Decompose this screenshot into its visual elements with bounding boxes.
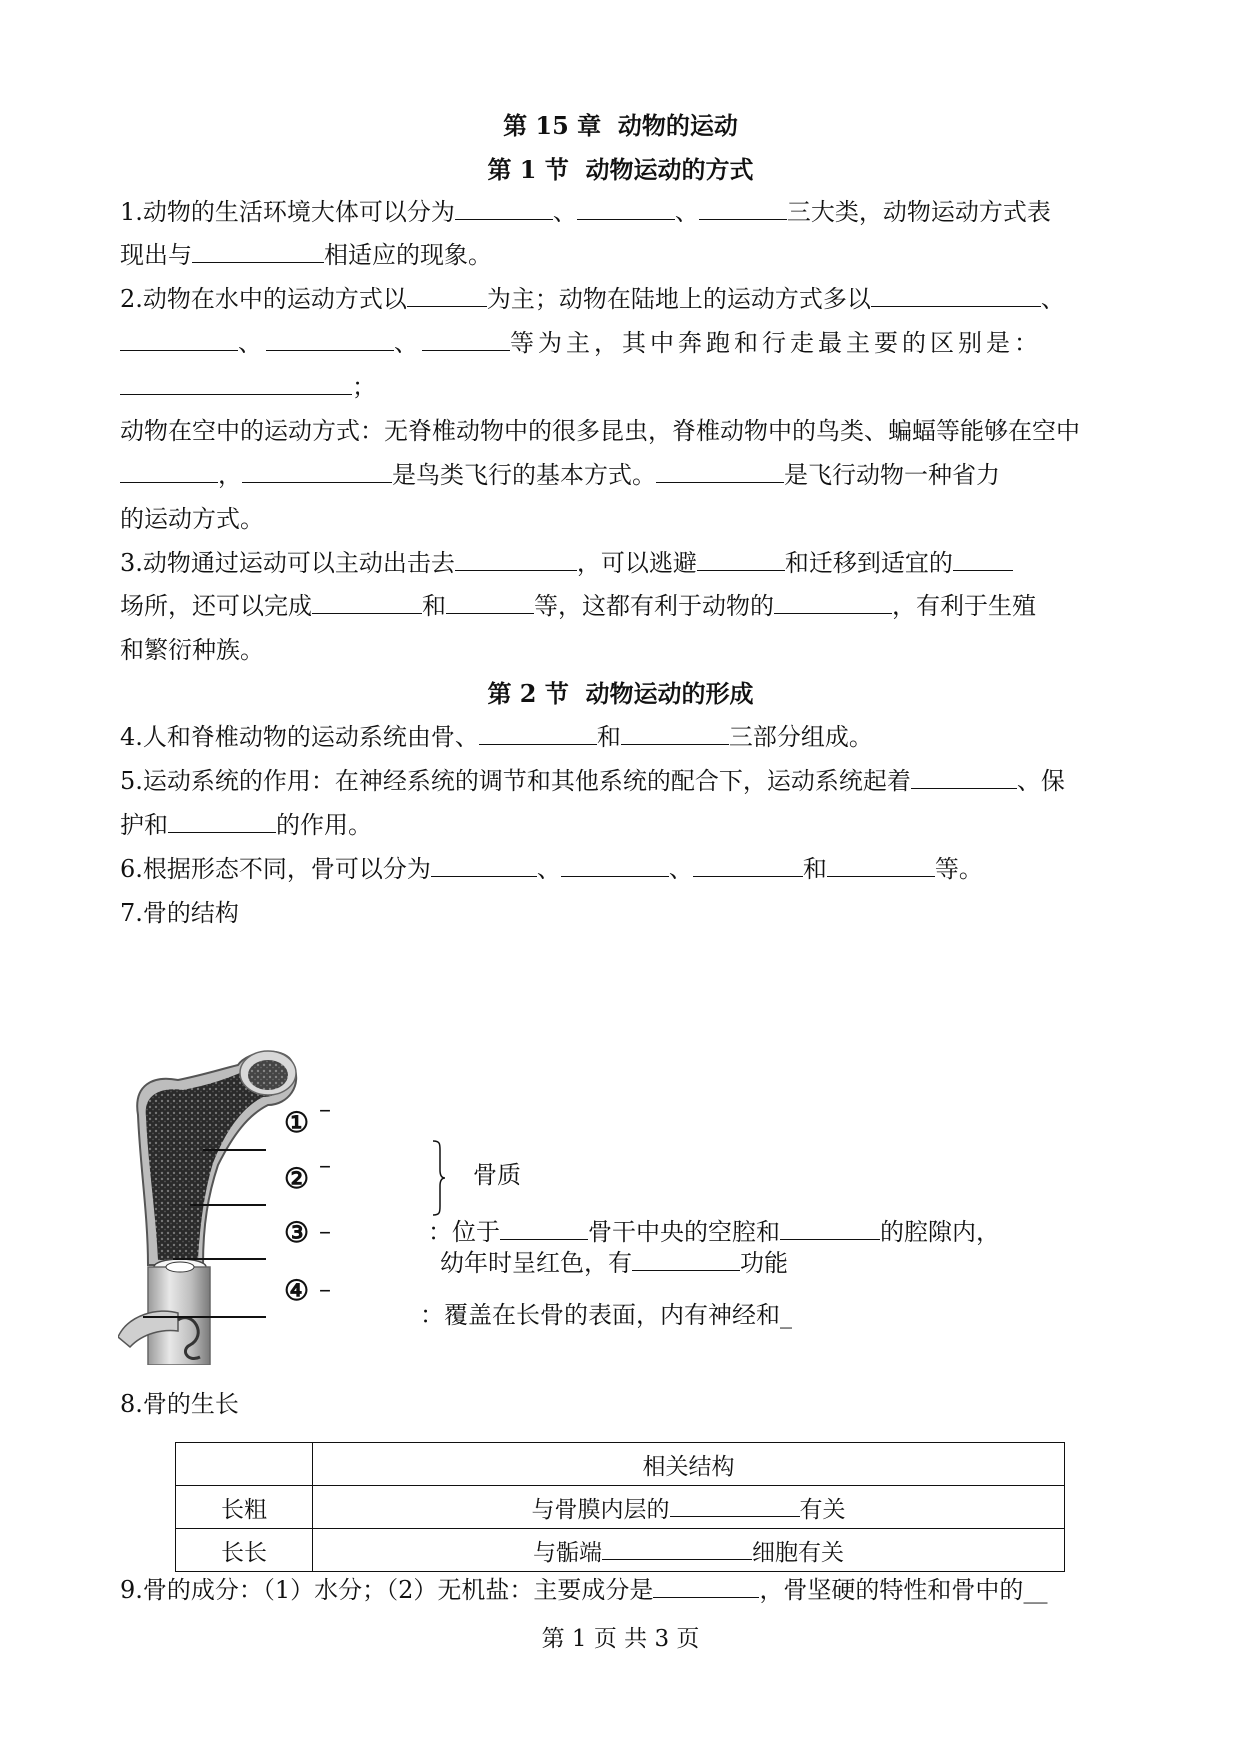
answer-blank[interactable] bbox=[168, 810, 276, 833]
section-title-2: 第 2 节 动物运动的形成 bbox=[487, 679, 754, 708]
marrow-text: 骨干中央的空腔和 bbox=[588, 1218, 780, 1246]
question-8-title: 8.骨的生长 bbox=[120, 1390, 239, 1418]
bone-growth-table bbox=[175, 1442, 1065, 1572]
label-2: ② bbox=[284, 1162, 310, 1195]
q2-text: 是飞行动物一种省力 bbox=[784, 461, 1000, 489]
table-row bbox=[176, 1486, 1065, 1529]
question-5-line-2 bbox=[120, 809, 1130, 841]
table-header-cell: 相关结构 bbox=[313, 1443, 1065, 1486]
question-3-line-3: 和繁衍种族。 bbox=[120, 636, 264, 664]
separator: ； bbox=[352, 373, 376, 401]
separator: 、 bbox=[238, 329, 266, 357]
question-9 bbox=[120, 1574, 1130, 1606]
table-cell bbox=[313, 1486, 1065, 1529]
question-7-title: 7.骨的结构 bbox=[120, 899, 239, 927]
answer-blank[interactable] bbox=[561, 854, 669, 877]
q4-text: 和 bbox=[596, 723, 621, 751]
question-3-line-2 bbox=[120, 590, 1130, 622]
separator: 、 bbox=[1040, 285, 1065, 313]
table-row bbox=[176, 1529, 1065, 1572]
page-footer: 第 1 页 共 3 页 bbox=[541, 1626, 700, 1652]
cell-text: 有关 bbox=[799, 1496, 846, 1523]
answer-blank[interactable] bbox=[774, 591, 892, 614]
marrow-text: 幼年时呈红色，有 bbox=[440, 1249, 632, 1277]
q9-text: 9.骨的成分：（1）水分；（2）无机盐：主要成分是 bbox=[120, 1576, 654, 1604]
q5-text: 的作用。 bbox=[276, 811, 372, 839]
marrow-line-1 bbox=[428, 1217, 1000, 1247]
question-4 bbox=[120, 721, 1130, 753]
separator: 、 bbox=[552, 198, 577, 226]
long-bone-diagram bbox=[118, 1045, 348, 1365]
cell-text: 与骺端 bbox=[533, 1539, 602, 1566]
label-dash: – bbox=[319, 1151, 331, 1179]
question-3-line-1 bbox=[120, 547, 1130, 579]
table-header-cell bbox=[176, 1443, 313, 1486]
answer-blank[interactable] bbox=[653, 1575, 759, 1598]
answer-blank[interactable] bbox=[242, 460, 392, 483]
q4-text: 三部分组成。 bbox=[728, 723, 873, 751]
q2-text: 2.动物在水中的运动方式以 bbox=[120, 285, 407, 313]
answer-blank[interactable] bbox=[266, 328, 394, 351]
q3-text: 3.动物通过运动可以主动出击去 bbox=[120, 549, 455, 577]
answer-blank[interactable] bbox=[446, 591, 534, 614]
question-2-line-6: 的运动方式。 bbox=[120, 505, 264, 533]
answer-blank[interactable] bbox=[500, 1217, 588, 1240]
answer-blank[interactable] bbox=[120, 460, 218, 483]
answer-blank[interactable] bbox=[911, 766, 1017, 789]
answer-blank[interactable] bbox=[632, 1248, 740, 1271]
answer-blank[interactable] bbox=[407, 284, 487, 307]
answer-blank[interactable] bbox=[827, 854, 935, 877]
answer-blank[interactable] bbox=[479, 722, 597, 745]
answer-blank[interactable] bbox=[120, 372, 352, 395]
table-cell bbox=[313, 1529, 1065, 1572]
label-1: ① bbox=[284, 1106, 310, 1139]
q6-text: 6.根据形态不同，骨可以分为 bbox=[120, 855, 431, 883]
question-2-line-1 bbox=[120, 283, 1130, 315]
label-4: ④ bbox=[284, 1274, 310, 1307]
answer-blank[interactable] bbox=[670, 1494, 800, 1517]
separator: ， bbox=[218, 461, 242, 489]
table-header-row bbox=[176, 1443, 1065, 1486]
q2-text: 等为主，其中奔跑和行走最主要的区别是： bbox=[510, 329, 1042, 357]
q5-text: 、保 bbox=[1016, 767, 1065, 795]
table-cell: 长粗 bbox=[176, 1486, 313, 1529]
chapter-title: 第 15 章 动物的运动 bbox=[503, 111, 738, 140]
question-2-line-3 bbox=[120, 371, 1130, 403]
cell-text: 细胞有关 bbox=[752, 1539, 844, 1566]
answer-blank[interactable] bbox=[656, 460, 784, 483]
q1-text: 相适应的现象。 bbox=[324, 241, 492, 269]
periosteum-line: ：覆盖在长骨的表面，内有神经和_ bbox=[420, 1301, 792, 1329]
question-5-line-1 bbox=[120, 765, 1130, 797]
q3-text: 等，这都有利于动物的 bbox=[534, 592, 774, 620]
answer-blank[interactable] bbox=[455, 197, 553, 220]
answer-blank[interactable] bbox=[120, 328, 238, 351]
answer-blank[interactable] bbox=[602, 1537, 752, 1560]
q3-text: ，有利于生殖 bbox=[892, 592, 1036, 620]
answer-blank[interactable] bbox=[871, 284, 1041, 307]
marrow-text: 功能 bbox=[740, 1249, 788, 1277]
answer-blank[interactable] bbox=[780, 1217, 880, 1240]
q3-text: 场所，还可以完成 bbox=[120, 592, 312, 620]
marrow-text: 的腔隙内， bbox=[880, 1218, 1000, 1246]
question-2-line-5 bbox=[120, 459, 1130, 491]
q1-text: 1.动物的生活环境大体可以分为 bbox=[120, 198, 455, 226]
label-3: ③ bbox=[284, 1216, 310, 1249]
q1-text: 三大类，动物运动方式表 bbox=[786, 198, 1051, 226]
label-dash: – bbox=[319, 1275, 331, 1303]
q2-text: 为主；动物在陆地上的运动方式多以 bbox=[486, 285, 871, 313]
question-2-line-4: 动物在空中的运动方式：无脊椎动物中的很多昆虫，脊椎动物中的鸟类、蝙蝠等能够在空中 bbox=[120, 417, 1080, 445]
q5-text: 5.运动系统的作用：在神经系统的调节和其他系统的配合下，运动系统起着 bbox=[120, 767, 911, 795]
separator: 、 bbox=[536, 855, 561, 883]
label-dash: – bbox=[319, 1095, 331, 1123]
question-6 bbox=[120, 853, 1130, 885]
answer-blank[interactable] bbox=[699, 197, 787, 220]
q6-text: 等。 bbox=[934, 855, 983, 883]
answer-blank[interactable] bbox=[577, 197, 675, 220]
question-2-line-2 bbox=[120, 327, 1130, 359]
answer-blank[interactable] bbox=[192, 240, 324, 263]
marrow-text: ：位于 bbox=[428, 1218, 500, 1246]
q4-text: 4.人和脊椎动物的运动系统由骨、 bbox=[120, 723, 479, 751]
q6-text: 和 bbox=[802, 855, 827, 883]
answer-blank[interactable] bbox=[621, 722, 729, 745]
answer-blank[interactable] bbox=[422, 328, 510, 351]
q3-text: 和迁移到适宜的 bbox=[784, 549, 953, 577]
answer-blank[interactable] bbox=[953, 548, 1013, 571]
q9-text: ，骨坚硬的特性和骨中的 bbox=[759, 1576, 1024, 1604]
answer-blank[interactable] bbox=[697, 548, 785, 571]
separator: 、 bbox=[674, 198, 699, 226]
answer-blank[interactable] bbox=[693, 854, 803, 877]
label-dash: – bbox=[319, 1217, 331, 1245]
marrow-line-2 bbox=[440, 1248, 788, 1278]
q2-text: 是鸟类飞行的基本方式。 bbox=[392, 461, 656, 489]
q1-text: 现出与 bbox=[120, 241, 192, 269]
q3-text: 和 bbox=[422, 592, 446, 620]
answer-blank[interactable] bbox=[431, 854, 537, 877]
question-1-line-1 bbox=[120, 196, 1130, 228]
question-1-line-2 bbox=[120, 239, 1130, 271]
separator: 、 bbox=[668, 855, 693, 883]
section-title-1: 第 1 节 动物运动的方式 bbox=[487, 155, 754, 184]
table-cell: 长长 bbox=[176, 1529, 313, 1572]
answer-blank[interactable] bbox=[312, 591, 422, 614]
q9-text: __ bbox=[1023, 1576, 1048, 1604]
bracket-icon bbox=[432, 1140, 446, 1216]
separator: 、 bbox=[394, 329, 422, 357]
q5-text: 护和 bbox=[120, 811, 168, 839]
cell-text: 与骨膜内层的 bbox=[531, 1496, 670, 1523]
q3-text: ，可以逃避 bbox=[576, 549, 697, 577]
answer-blank[interactable] bbox=[455, 548, 577, 571]
bone-substance-label: 骨质 bbox=[473, 1161, 521, 1189]
